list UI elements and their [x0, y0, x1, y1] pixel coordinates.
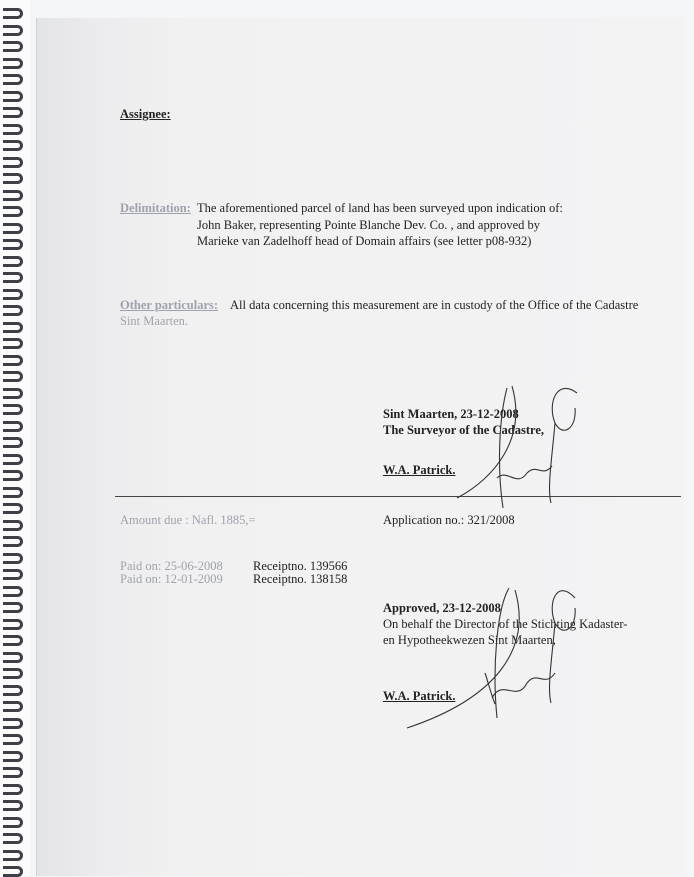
- binding-coil: [3, 520, 23, 531]
- binding-coil: [3, 718, 23, 729]
- binding-coil: [3, 833, 23, 844]
- other-particulars-label: Other particulars:: [120, 298, 219, 312]
- binding-coil: [3, 272, 23, 283]
- binding-coil: [3, 157, 23, 168]
- binding-coil: [3, 685, 23, 696]
- signature-place-date: Sint Maarten, 23-12-2008: [383, 407, 519, 421]
- binding-coil: [3, 289, 23, 300]
- binding-coil: [3, 256, 23, 267]
- binding-coil: [3, 701, 23, 712]
- binding-coil: [3, 652, 23, 663]
- binding-coil: [3, 734, 23, 745]
- amount-due: Amount due : Nafl. 1885,=: [120, 513, 256, 527]
- binding-coil: [3, 190, 23, 201]
- binding-coil: [3, 751, 23, 762]
- binding-coil: [3, 668, 23, 679]
- spiral-binding: [0, 0, 30, 876]
- binding-coil: [3, 586, 23, 597]
- binding-coil: [3, 239, 23, 250]
- binding-coil: [3, 322, 23, 333]
- delimitation-line-1: The aforementioned parcel of land has been surveyed upon indication of:: [197, 201, 563, 215]
- binding-coil: [3, 817, 23, 828]
- binding-coil: [3, 784, 23, 795]
- binding-coil: [3, 91, 23, 102]
- binding-coil: [3, 404, 23, 415]
- divider-rule: [115, 496, 681, 497]
- binding-coil: [3, 602, 23, 613]
- binding-coil: [3, 74, 23, 85]
- binding-coil: [3, 107, 23, 118]
- binding-coil: [3, 355, 23, 366]
- delimitation-label: Delimitation:: [120, 201, 191, 215]
- payment-receipt-1: Receiptno. 139566: [253, 559, 348, 573]
- binding-coil: [3, 536, 23, 547]
- approval-name: W.A. Patrick.: [383, 689, 456, 703]
- binding-coil: [3, 388, 23, 399]
- other-particulars-line-2: Sint Maarten.: [120, 314, 189, 328]
- binding-coil: [3, 305, 23, 316]
- binding-coil: [3, 206, 23, 217]
- binding-coil: [3, 41, 23, 52]
- approval-line-1: On behalf the Director of the Stichting Kadaster-: [383, 617, 628, 631]
- assignee-label: Assignee:: [120, 107, 171, 121]
- binding-coil: [3, 635, 23, 646]
- binding-coil: [3, 173, 23, 184]
- delimitation-line-3: Marieke van Zadelhoff head of Domain affairs (see letter p08-932): [197, 234, 532, 248]
- approved-date: Approved, 23-12-2008: [383, 601, 501, 615]
- binding-coil: [3, 421, 23, 432]
- binding-coil: [3, 619, 23, 630]
- binding-coil: [3, 223, 23, 234]
- payment-date-2: Paid on: 12-01-2009: [120, 572, 223, 586]
- binding-coil: [3, 850, 23, 861]
- application-number: Application no.: 321/2008: [383, 513, 515, 527]
- binding-coil: [3, 487, 23, 498]
- signature-name: W.A. Patrick.: [383, 463, 456, 477]
- binding-coil: [3, 140, 23, 151]
- binding-coil: [3, 8, 23, 19]
- binding-coil: [3, 371, 23, 382]
- binding-coil: [3, 569, 23, 580]
- binding-coil: [3, 25, 23, 36]
- binding-coil: [3, 503, 23, 514]
- binding-coil: [3, 338, 23, 349]
- binding-coil: [3, 454, 23, 465]
- approval-line-2: en Hypotheekwezen Sint Maarten,: [383, 633, 556, 647]
- delimitation-line-2: John Baker, representing Pointe Blanche Dev. Co. , and approved by: [197, 218, 541, 232]
- binding-coil: [3, 470, 23, 481]
- payment-date-1: Paid on: 25-06-2008: [120, 559, 223, 573]
- document-page: [36, 18, 683, 876]
- binding-coil: [3, 800, 23, 811]
- payment-receipt-2: Receiptno. 138158: [253, 572, 348, 586]
- binding-coil: [3, 124, 23, 135]
- other-particulars-line-1: All data concerning this measurement are in custody of the Office of the Cadastre: [230, 298, 639, 312]
- signature-scribble-1: [437, 378, 597, 518]
- binding-coil: [3, 437, 23, 448]
- binding-coil: [3, 553, 23, 564]
- signature-role: The Surveyor of the Cadastre,: [383, 423, 544, 437]
- binding-coil: [3, 58, 23, 69]
- binding-coil: [3, 866, 23, 877]
- binding-coil: [3, 767, 23, 778]
